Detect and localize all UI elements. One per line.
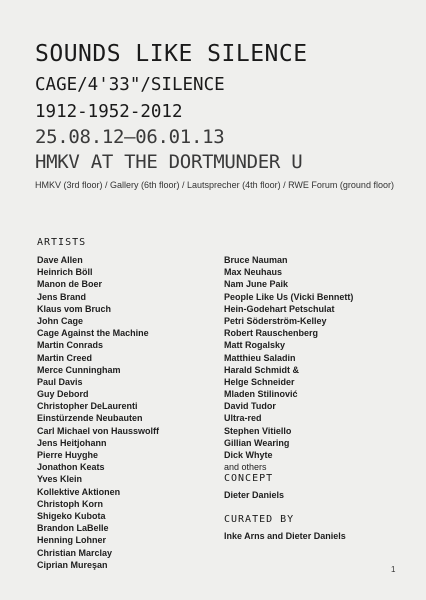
artist-name: Stephen Vitiello — [224, 425, 292, 436]
artist-name: Brandon LaBelle — [37, 523, 109, 534]
artist-name: Cage Against the Machine — [37, 328, 149, 339]
artist-name: People Like Us (Vicki Bennett) — [224, 291, 354, 302]
artist-name: Martin Conrads — [37, 340, 104, 351]
artist-name: Paul Davis — [37, 376, 83, 387]
artist-name: Christoph Korn — [37, 498, 103, 509]
artist-name: Guy Debord — [37, 389, 89, 400]
subtitle-cage: CAGE/4'33"/SILENCE — [35, 75, 225, 95]
artist-name: Kollektive Aktionen — [37, 486, 121, 497]
artist-name: Martin Creed — [37, 352, 93, 363]
artists-heading: ARTISTS — [37, 237, 87, 248]
subtitle-years: 1912-1952-2012 — [35, 102, 183, 122]
artist-name: Gillian Wearing — [224, 437, 290, 448]
artist-name: Pierre Huyghe — [37, 450, 99, 460]
artist-name: Dick Whyte — [224, 450, 273, 460]
artist-name: Christopher DeLaurenti — [37, 401, 138, 412]
artists-list-column-1 — [37, 254, 159, 571]
curators-names: Inke Arns and Dieter Daniels — [224, 531, 346, 541]
artists-others: and others — [224, 462, 267, 473]
artist-name: Heinrich Böll — [37, 267, 93, 278]
artist-name: Jens Heitjohann — [37, 437, 107, 448]
artist-name: Carl Michael von Hausswolff — [37, 425, 160, 436]
artist-name: Shigeko Kubota — [37, 510, 106, 521]
artist-name: Christian Marclay — [37, 547, 113, 558]
artist-name: Matt Rogalsky — [224, 340, 286, 351]
artist-name: Matthieu Saladin — [224, 352, 296, 363]
page-number: 1 — [391, 565, 396, 574]
artist-name: Jens Brand — [37, 291, 87, 302]
artist-name: Max Neuhaus — [224, 267, 283, 278]
artist-name: Ciprian Mureşan — [37, 559, 108, 570]
artist-name: Robert Rauschenberg — [224, 328, 319, 339]
artist-name: Einstürzende Neubauten — [37, 413, 143, 424]
concept-name: Dieter Daniels — [224, 490, 285, 500]
artist-name: David Tudor — [224, 401, 276, 412]
artist-name: Dave Allen — [37, 255, 83, 265]
artist-name: Jonathon Keats — [37, 462, 105, 473]
page-title: SOUNDS LIKE SILENCE — [35, 41, 308, 67]
exhibition-dates: 25.08.12–06.01.13 — [35, 126, 225, 148]
artist-name: Hein-Godehart Petschulat — [224, 303, 335, 314]
curated-heading: CURATED BY — [224, 514, 295, 525]
exhibition-venue: HMKV AT THE DORTMUNDER U — [35, 151, 303, 173]
artist-name: Merce Cunningham — [37, 364, 121, 375]
floor-locations: HMKV (3rd floor) / Gallery (6th floor) / Lautsprecher (4th floor) / RWE Forum (ground floor) — [35, 180, 394, 190]
artist-name: Petri Söderström-Kelley — [224, 315, 327, 326]
artist-name: Helge Schneider — [224, 376, 295, 387]
artist-name: Klaus vom Bruch — [37, 303, 112, 314]
artist-name: Manon de Boer — [37, 279, 103, 290]
concept-heading: CONCEPT — [224, 473, 274, 484]
artist-name: Nam June Paik — [224, 279, 289, 290]
artist-name: Henning Lohner — [37, 535, 106, 546]
artists-list-column-2 — [224, 254, 353, 473]
artist-name: John Cage — [37, 315, 84, 326]
artist-name: Harald Schmidt & — [224, 364, 300, 375]
artist-name: Yves Klein — [37, 474, 83, 485]
artist-name: Ultra-red — [224, 413, 262, 424]
artist-name: Bruce Nauman — [224, 255, 288, 265]
artist-name: Mladen Stilinović — [224, 389, 298, 400]
